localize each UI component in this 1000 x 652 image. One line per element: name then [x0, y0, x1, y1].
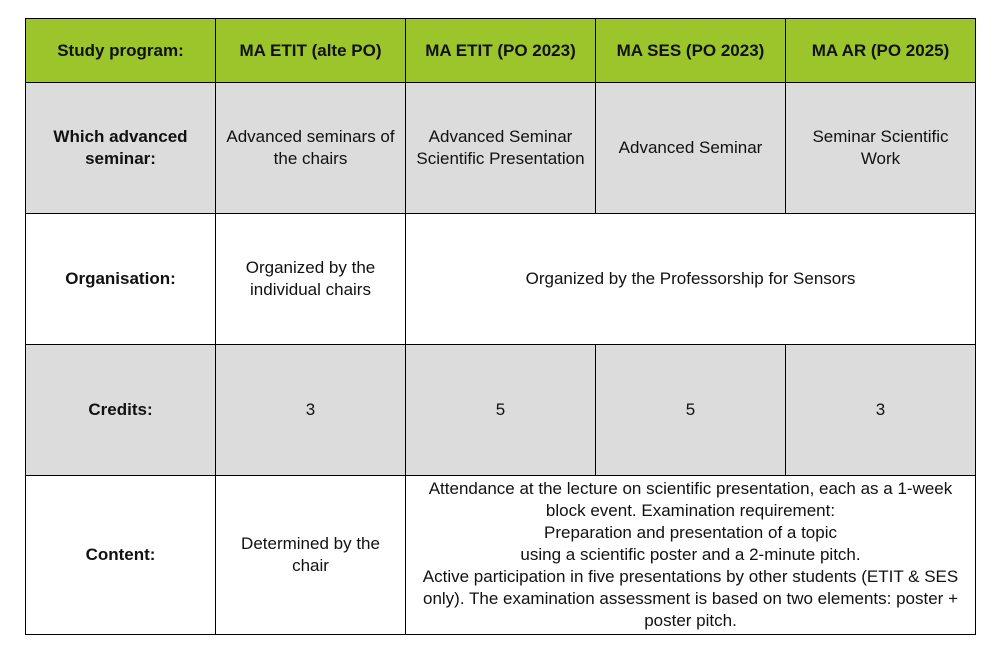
study-program-table — [25, 18, 976, 635]
program-header-ma-ar-po-2025: MA AR (PO 2025) — [786, 19, 976, 83]
header-row — [26, 19, 976, 83]
seminar-cell: Advanced seminars of the chairs — [216, 83, 406, 214]
organisation-sensors-cell: Organized by the Professorship for Sensors — [406, 214, 976, 345]
seminar-row — [26, 83, 976, 214]
organisation-row — [26, 214, 976, 345]
seminar-cell: Advanced Seminar Scientific Presentation — [406, 83, 596, 214]
content-row-label: Content: — [26, 476, 216, 635]
credits-cell: 5 — [406, 345, 596, 476]
program-header-ma-etit-po-2023: MA ETIT (PO 2023) — [406, 19, 596, 83]
credits-cell: 3 — [216, 345, 406, 476]
organisation-row-label: Organisation: — [26, 214, 216, 345]
credits-cell: 5 — [596, 345, 786, 476]
header-label: Study program: — [26, 19, 216, 83]
credits-row — [26, 345, 976, 476]
content-chair-cell: Determined by the chair — [216, 476, 406, 635]
credits-row-label: Credits: — [26, 345, 216, 476]
seminar-cell: Advanced Seminar — [596, 83, 786, 214]
seminar-cell: Seminar Scientific Work — [786, 83, 976, 214]
content-row — [26, 476, 976, 635]
program-header-ma-ses-po-2023: MA SES (PO 2023) — [596, 19, 786, 83]
seminar-row-label: Which advanced seminar: — [26, 83, 216, 214]
credits-cell: 3 — [786, 345, 976, 476]
content-description-cell: Attendance at the lecture on scientific presentation, each as a 1-week block event. Examination requirement: Preparation and presentation of a topic using a scientific poster and a 2-minute pitch. Active participation in five presentations by other students (ETIT & SES only). The examination assessment is based on two elements: poster + poster pitch. — [406, 476, 976, 635]
program-header-ma-etit-alte-po: MA ETIT (alte PO) — [216, 19, 406, 83]
organisation-chairs-cell: Organized by the individual chairs — [216, 214, 406, 345]
